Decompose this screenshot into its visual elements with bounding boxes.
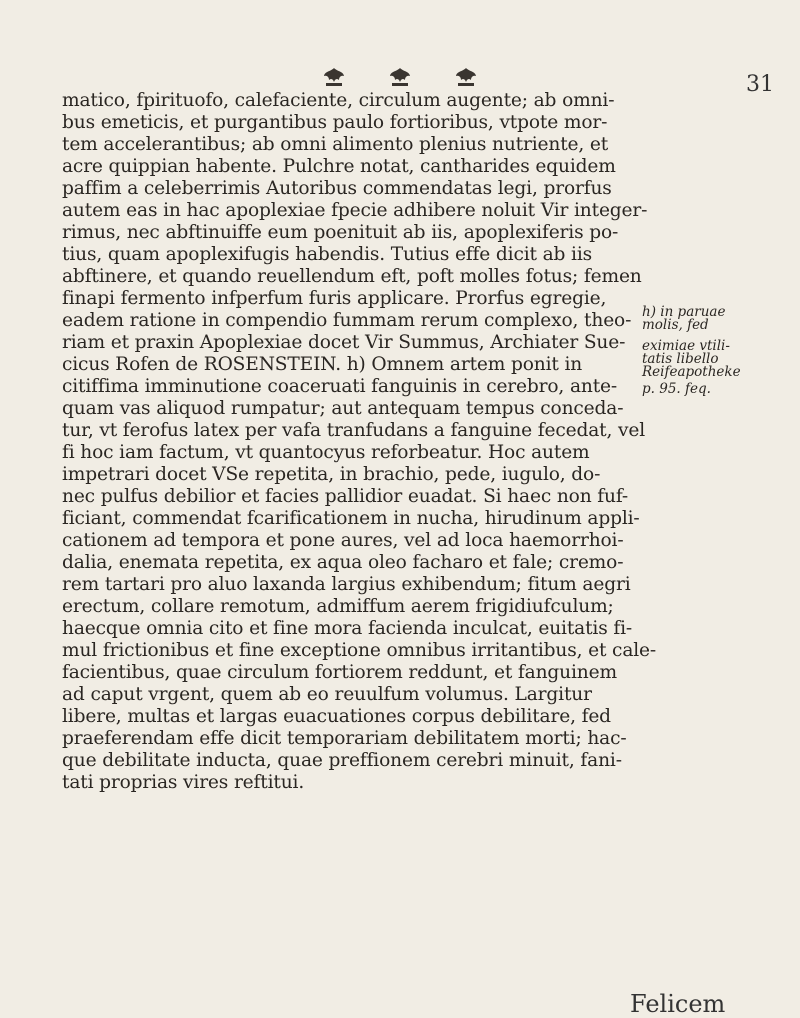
margin-note-line: molis, fed — [642, 317, 709, 333]
margin-note-line: tatis libello — [642, 351, 719, 367]
text-line: facientibus, quae circulum fortiorem reddunt, et fanguinem — [62, 662, 617, 683]
text-line: abftinere, et quando reuellendum eft, poft molles fotus; femen — [62, 266, 642, 287]
margin-note-line: eximiae vtili- — [642, 338, 730, 354]
text-line: fi hoc iam factum, vt quantocyus reforbeatur. Hoc autem — [62, 442, 590, 463]
text-line: riam et praxin Apoplexiae docet Vir Summus, Archiater Sue- — [62, 332, 626, 353]
text-line: cationem ad tempora et pone aures, vel ad loca haemorrhoi- — [62, 530, 624, 551]
text-line: libere, multas et largas euacuationes corpus debilitare, fed — [62, 706, 611, 727]
text-line: rimus, nec abftinuiffe eum poenituit ab iis, apoplexiferis po- — [62, 222, 619, 243]
text-line: que debilitate inducta, quae preffionem cerebri minuit, fani- — [62, 750, 622, 771]
text-line: mul frictionibus et fine exceptione omnibus irritantibus, et cale- — [62, 640, 657, 661]
text-line: tius, quam apoplexifugis habendis. Tutius effe dicit ab iis — [62, 244, 593, 265]
text-line: tur, vt ferofus latex per vafa tranfudans a fanguine fecedat, vel — [62, 420, 645, 441]
catchword: Felicem — [630, 990, 726, 1018]
text-line: tati proprias vires reftitui. — [62, 772, 305, 793]
text-line: ad caput vrgent, quem ab eo reuulfum volumus. Largitur — [62, 684, 592, 705]
fleuron-icon — [453, 66, 479, 88]
page-number: 31 — [746, 72, 774, 97]
text-line: haecque omnia cito et fine mora facienda inculcat, euitatis fi- — [62, 618, 633, 639]
text-line: eadem ratione in compendio fummam rerum complexo, theo- — [62, 310, 632, 331]
text-line: tem accelerantibus; ab omni alimento plenius nutriente, et — [62, 134, 609, 155]
margin-note-line: Reifeapotheke — [642, 364, 741, 380]
text-line: cicus Rofen de ROSENSTEIN. h) Omnem artem ponit in — [62, 354, 583, 375]
header-ornaments — [0, 66, 800, 88]
text-line: autem eas in hac apoplexiae fpecie adhibere noluit Vir integer- — [62, 200, 648, 221]
text-line: matico, fpirituofo, calefaciente, circulum augente; ab omni- — [62, 90, 615, 111]
text-line: citiffima imminutione coaceruati fanguinis in cerebro, ante- — [62, 376, 618, 397]
margin-note-line: p. 95. feq. — [642, 381, 711, 397]
text-line: ficiant, commendat fcarificationem in nucha, hirudinum appli- — [62, 508, 640, 529]
text-line: praeferendam effe dicit temporariam debilitatem morti; hac- — [62, 728, 627, 749]
text-line: paffim a celeberrimis Autoribus commendatas legi, prorfus — [62, 178, 612, 199]
text-line: finapi fermento infperfum furis applicare. Prorfus egregie, — [62, 288, 607, 309]
fleuron-icon — [321, 66, 347, 88]
text-line: dalia, enemata repetita, ex aqua oleo facharo et fale; cremo- — [62, 552, 624, 573]
text-line: quam vas aliquod rumpatur; aut antequam tempus conceda- — [62, 398, 624, 419]
fleuron-icon — [387, 66, 413, 88]
text-line: impetrari docet VSe repetita, in brachio, pede, iugulo, do- — [62, 464, 601, 485]
main-text-block — [62, 90, 657, 794]
text-line: nec pulfus debilior et facies pallidior euadat. Si haec non fuf- — [62, 486, 629, 507]
margin-footnote — [642, 108, 792, 396]
text-line: bus emeticis, et purgantibus paulo fortioribus, vtpote mor- — [62, 112, 608, 133]
text-line: erectum, collare remotum, admiffum aerem frigidiufculum; — [62, 596, 614, 617]
margin-note-line: h) in paruae — [642, 304, 726, 320]
text-line: rem tartari pro aluo laxanda largius exhibendum; fitum aegri — [62, 574, 631, 595]
text-line: acre quippian habente. Pulchre notat, cantharides equidem — [62, 156, 616, 177]
